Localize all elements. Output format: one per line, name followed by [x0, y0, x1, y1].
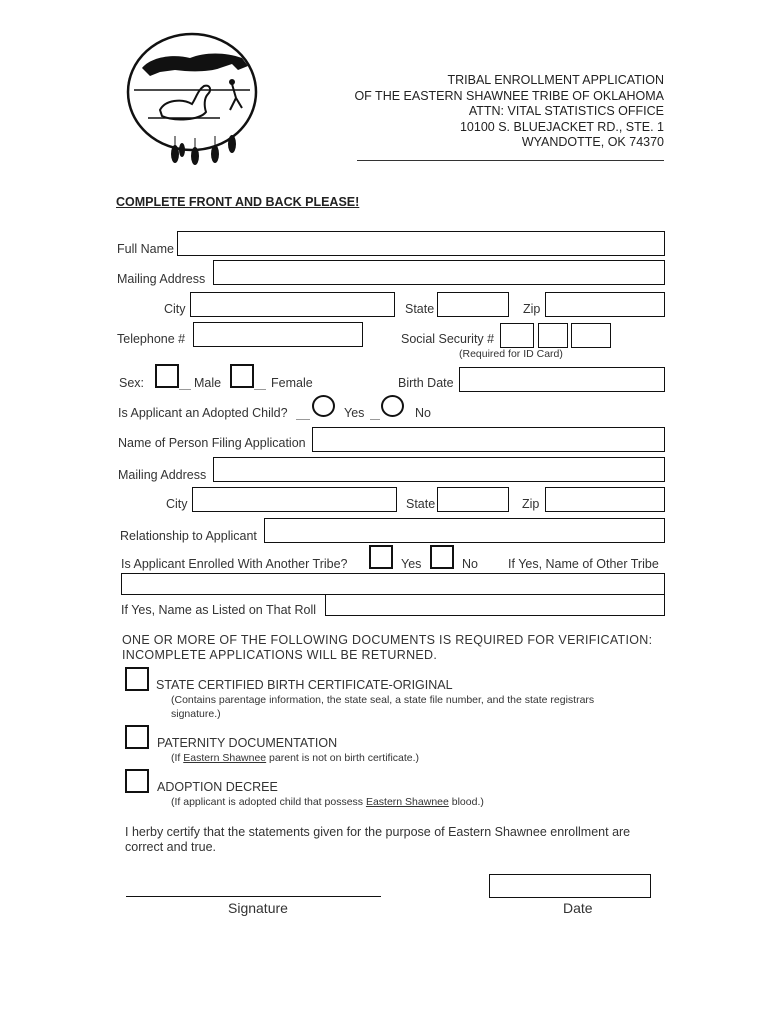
male-underline — [179, 389, 191, 390]
adoption-decree-desc — [171, 796, 484, 808]
adoption-decree-checkbox[interactable] — [125, 769, 149, 793]
female-label: Female — [271, 376, 313, 390]
other-tribe-yes-checkbox[interactable] — [369, 545, 393, 569]
adopted-yes-radio[interactable] — [312, 395, 335, 417]
birth-certificate-desc-1: (Contains parentage information, the state seal, a state file number, and the state registrars — [171, 694, 595, 706]
front-back-notice: COMPLETE FRONT AND BACK PLEASE! — [116, 195, 360, 209]
filer-name-label: Name of Person Filing Application — [118, 436, 306, 450]
relationship-label: Relationship to Applicant — [120, 529, 257, 543]
adopted-yes-underline — [296, 419, 310, 420]
ssn-label: Social Security # — [401, 332, 495, 346]
paternity-desc-pre: (If — [171, 752, 184, 764]
ssn-part2-input[interactable] — [538, 323, 568, 348]
city-label: City — [164, 302, 186, 316]
adoption-desc-link: Eastern Shawnee — [365, 796, 449, 808]
paternity-desc-post: parent is not on birth certificate.) — [266, 752, 420, 764]
date-input[interactable] — [489, 874, 651, 898]
birth-date-input[interactable] — [459, 367, 665, 392]
paternity-desc-link: Eastern Shawnee — [183, 752, 267, 764]
roll-name-input[interactable] — [325, 594, 665, 616]
adopted-yes-label: Yes — [344, 406, 365, 420]
telephone-input[interactable] — [193, 322, 363, 347]
filer-state-input[interactable] — [437, 487, 509, 512]
header-line: OF THE EASTERN SHAWNEE TRIBE OF OKLAHOMA — [354, 88, 664, 103]
filer-city-input[interactable] — [192, 487, 397, 512]
header-line: ATTN: VITAL STATISTICS OFFICE — [468, 104, 664, 118]
other-tribe-no-checkbox[interactable] — [430, 545, 454, 569]
paternity-checkbox[interactable] — [125, 725, 149, 749]
paternity-title: PATERNITY DOCUMENTATION — [157, 736, 338, 750]
filer-address-input[interactable] — [213, 457, 665, 482]
adopted-no-underline — [370, 419, 380, 420]
other-tribe-yes-label: Yes — [401, 557, 422, 571]
ssn-part1-input[interactable] — [500, 323, 534, 348]
full-name-input[interactable] — [177, 231, 665, 256]
birth-certificate-desc-2: signature.) — [171, 708, 221, 720]
mailing-address-label: Mailing Address — [117, 272, 206, 286]
adopted-question: Is Applicant an Adopted Child? — [118, 406, 288, 420]
zip-label: Zip — [523, 302, 541, 316]
other-tribe-no-label: No — [462, 557, 478, 571]
ssn-note: (Required for ID Card) — [459, 348, 563, 360]
filer-name-input[interactable] — [312, 427, 665, 452]
birth-certificate-checkbox[interactable] — [125, 667, 149, 691]
other-tribe-name-input[interactable] — [121, 573, 665, 595]
filer-state-label: State — [406, 497, 436, 511]
zip-input[interactable] — [545, 292, 665, 317]
adoption-desc-pre: (If applicant is adopted child that possess — [171, 796, 366, 808]
sex-label: Sex: — [119, 376, 145, 390]
adopted-no-label: No — [415, 406, 431, 420]
ssn-part3-input[interactable] — [571, 323, 611, 348]
birth-date-label: Birth Date — [398, 376, 454, 390]
header-line: TRIBAL ENROLLMENT APPLICATION — [447, 73, 664, 87]
signature-line[interactable] — [126, 896, 381, 897]
roll-name-label: If Yes, Name as Listed on That Roll — [121, 603, 317, 617]
state-input[interactable] — [437, 292, 509, 317]
date-label: Date — [563, 900, 593, 916]
header-line: 10100 S. BLUEJACKET RD., STE. 1 — [459, 119, 664, 134]
city-input[interactable] — [190, 292, 395, 317]
header-line: WYANDOTTE, OK 74370 — [521, 135, 664, 149]
filer-zip-input[interactable] — [545, 487, 665, 512]
adoption-desc-post: blood.) — [448, 796, 484, 808]
relationship-input[interactable] — [264, 518, 665, 543]
full-name-label: Full Name — [117, 242, 174, 256]
other-tribe-name-label: If Yes, Name of Other Tribe — [508, 557, 659, 571]
adopted-no-radio[interactable] — [381, 395, 404, 417]
telephone-label: Telephone # — [117, 332, 186, 346]
filer-address-label: Mailing Address — [118, 468, 207, 482]
tribal-seal-logo — [120, 28, 265, 178]
header-divider — [357, 160, 664, 161]
state-label: State — [405, 302, 435, 316]
female-underline — [254, 389, 266, 390]
mailing-address-input[interactable] — [213, 260, 665, 285]
header-address — [324, 73, 664, 151]
male-label: Male — [194, 376, 222, 390]
certify-line-2: correct and true. — [125, 840, 217, 854]
adoption-decree-title: ADOPTION DECREE — [157, 780, 278, 794]
male-checkbox[interactable] — [155, 364, 179, 388]
other-tribe-question: Is Applicant Enrolled With Another Tribe? — [121, 557, 348, 571]
signature-label: Signature — [228, 900, 288, 916]
documents-heading-1: ONE OR MORE OF THE FOLLOWING DOCUMENTS IS REQUIRED FOR VERIFICATION: — [122, 633, 653, 647]
birth-certificate-title: STATE CERTIFIED BIRTH CERTIFICATE-ORIGINAL — [156, 678, 453, 692]
certify-line-1: I herby certify that the statements given for the purpose of Eastern Shawnee enrollment are — [125, 825, 631, 839]
female-checkbox[interactable] — [230, 364, 254, 388]
filer-city-label: City — [166, 497, 188, 511]
filer-zip-label: Zip — [522, 497, 540, 511]
documents-heading-2: INCOMPLETE APPLICATIONS WILL BE RETURNED. — [122, 648, 438, 662]
paternity-desc — [171, 752, 419, 764]
